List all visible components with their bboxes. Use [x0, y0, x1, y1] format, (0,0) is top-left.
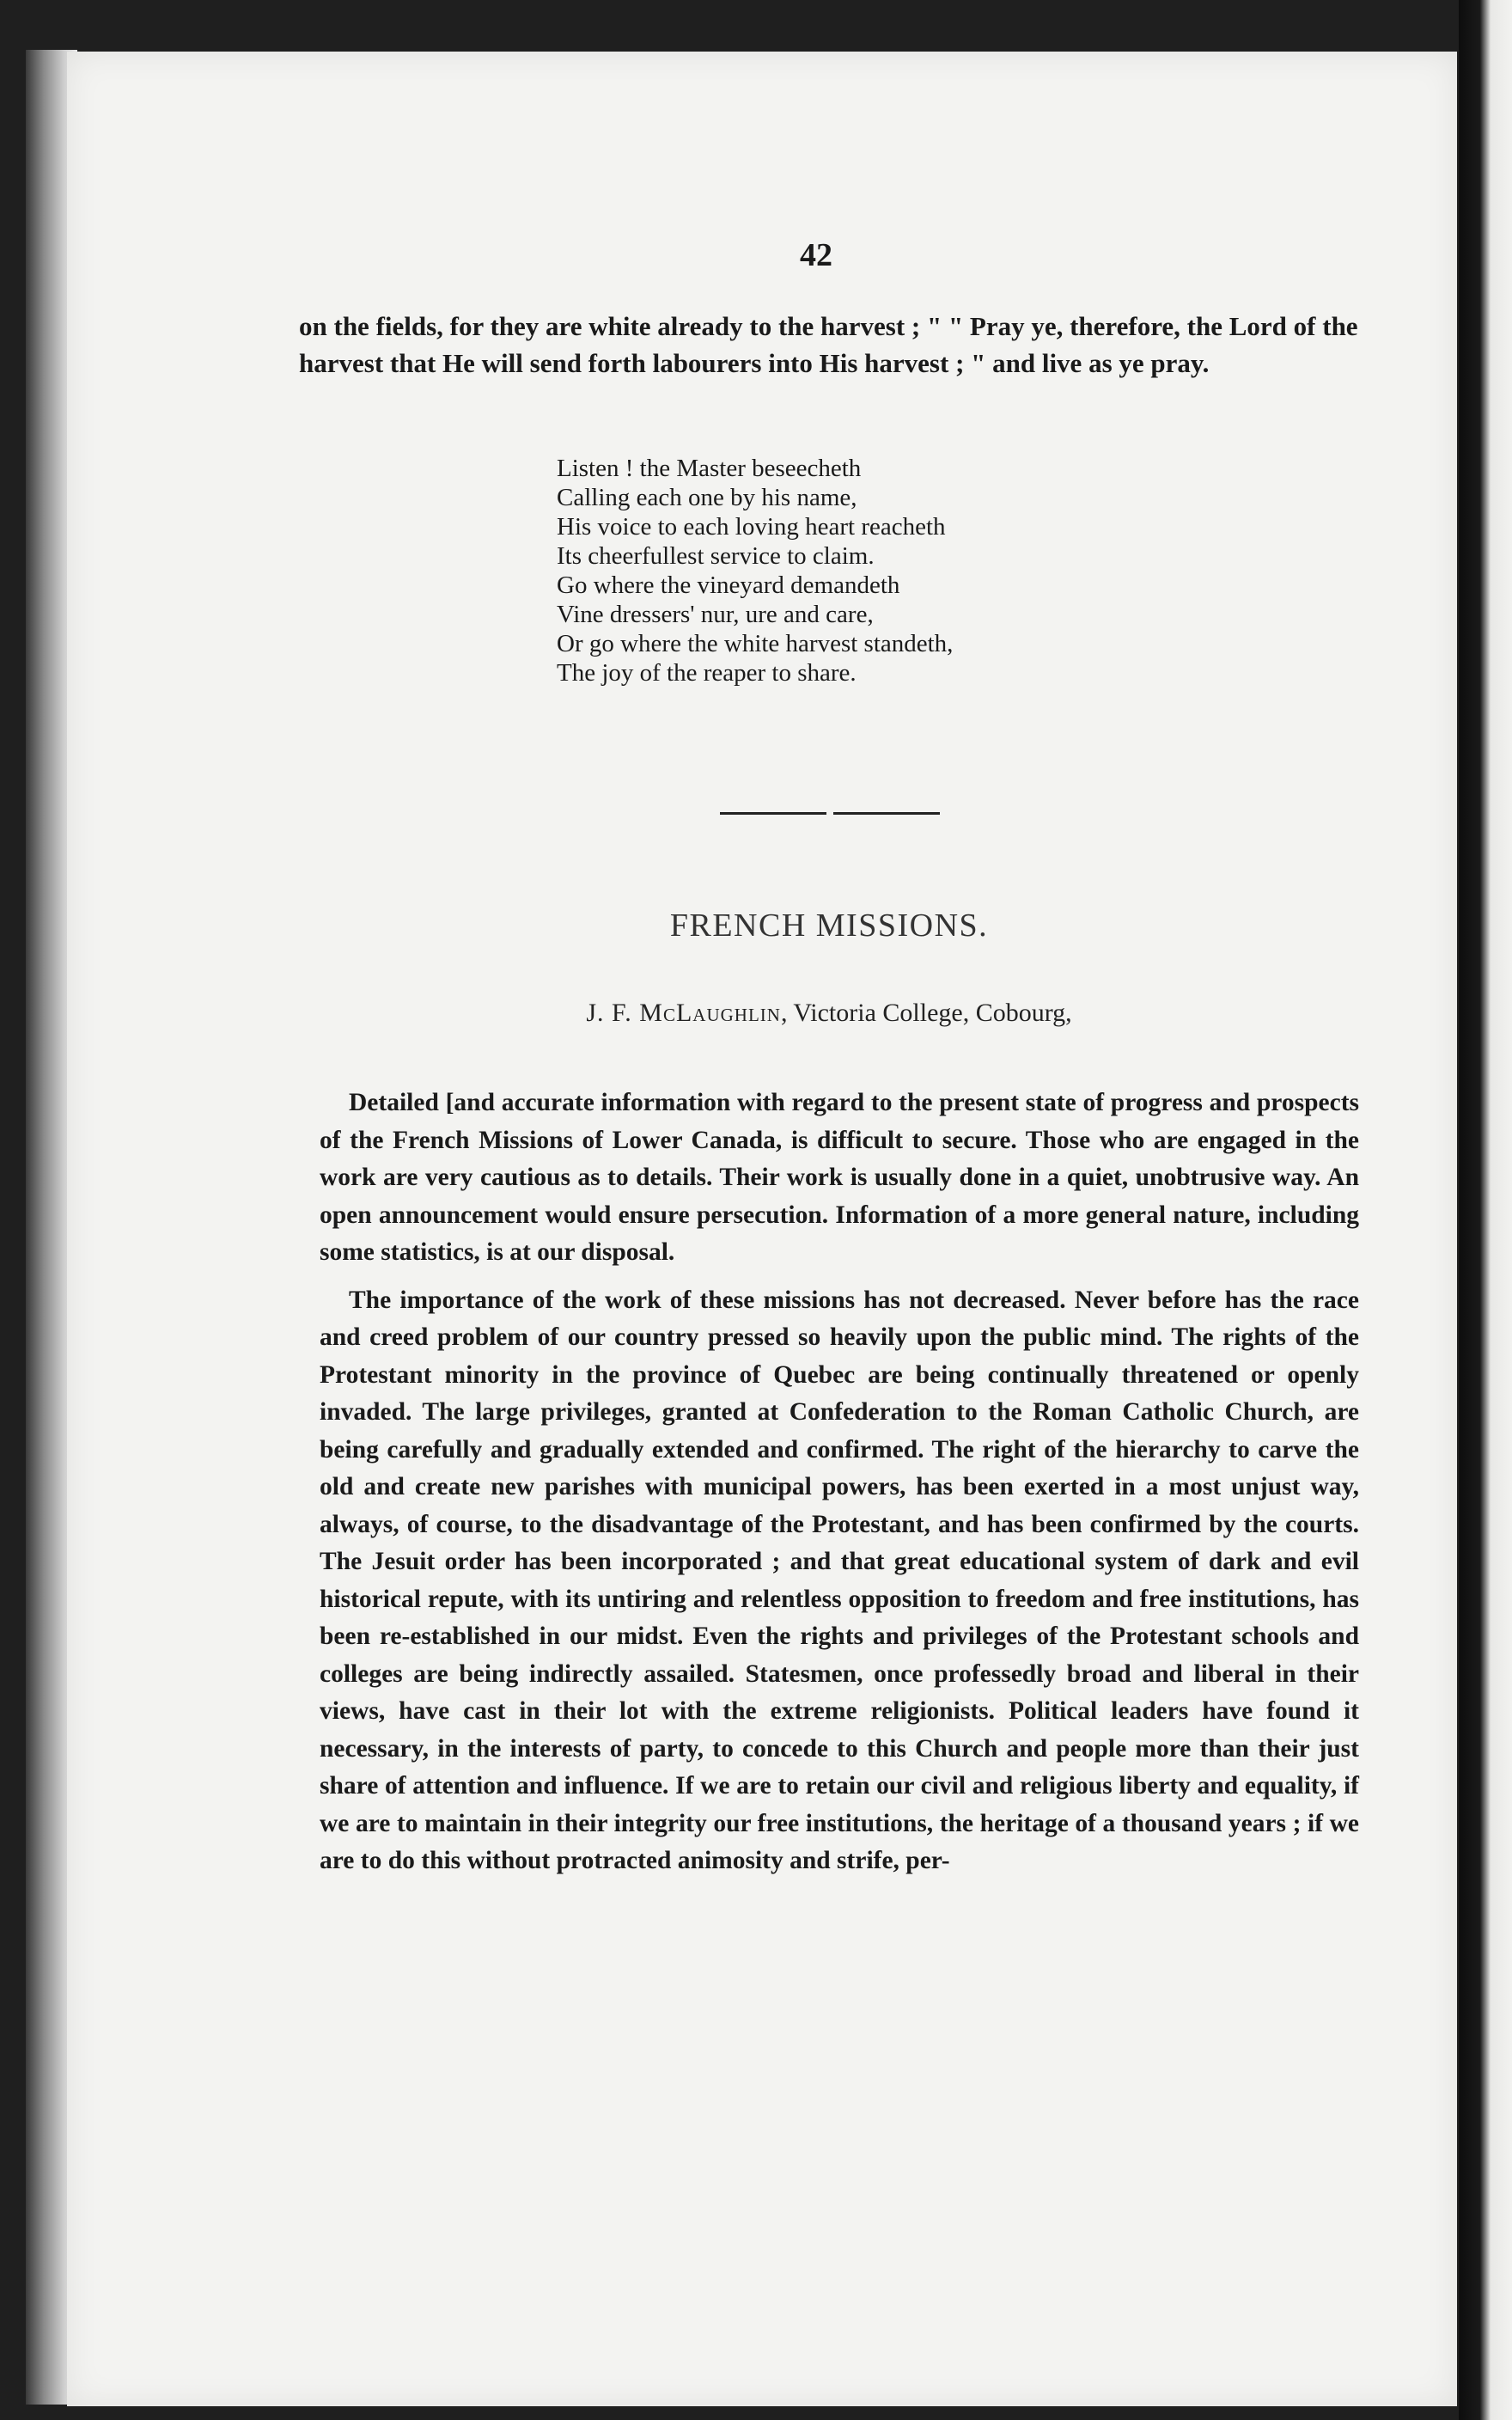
facing-page-edge — [1459, 0, 1512, 2420]
intro-paragraph: on the fields, for they are white already to the harvest ; " " Pray ye, therefore, the Lord of the harvest that He will send forth labourers into His harvest ; " and live as ye pray. — [299, 311, 1358, 378]
poem-line: The joy of the reaper to share. — [557, 659, 857, 687]
section-divider-left — [720, 812, 826, 815]
section-heading: FRENCH MISSIONS. — [669, 908, 989, 944]
poem — [557, 454, 1210, 688]
poem-line: Calling each one by his name, — [557, 484, 857, 511]
article-body — [320, 1085, 1359, 1891]
poem-line: Or go where the white harvest standeth, — [557, 630, 954, 657]
byline-affiliation: , Victoria College, Cobourg, — [780, 999, 1072, 1027]
byline-author: J. F. McLaughlin — [586, 999, 781, 1027]
poem-line: Listen ! the Master beseecheth — [557, 455, 862, 482]
poem-line: Its cheerfullest service to claim. — [557, 542, 875, 570]
page-number: 42 — [800, 237, 832, 273]
poem-line: His voice to each loving heart reacheth — [557, 513, 946, 541]
body-paragraph: The importance of the work of these missions has not decreased. Never before has the race and creed problem of our country pressed so heavily upon the public mind. The rights of the Protestant minority in the province of Quebec are being continually threatened or openly invaded. The large privileges, granted at Confederation to the Roman Catholic Church, are being carefully and gradually extended and confirmed. The right of the hierarchy to carve the old and create new parishes with municipal powers, has been exerted in a most unjust way, always, of course, to the disadvantage of the Protestant, and has been confirmed by the courts. The Jesuit order has been incorporated ; and that great educational system of dark and evil historical repute, with its untiring and relentless opposition to freedom and free institutions, has been re-established in our midst. Even the rights and privileges of the Protestant schools and colleges are being indirectly assailed. Statesmen, once professedly broad and liberal in their views, have cast in their lot with the extreme religionists. Political leaders have found it necessary, in the interests of party, to concede to this Church and people more than their just share of attention and influence. If we are to retain our civil and religious liberty and equality, if we are to maintain in their integrity our free institutions, the heritage of a thousand years ; if we are to do this without protracted animosity and strife, per- — [320, 1286, 1359, 1874]
poem-line: Go where the vineyard demandeth — [557, 571, 900, 599]
byline — [344, 999, 1314, 1028]
section-divider-right — [833, 812, 940, 815]
poem-line: Vine dressers' nur, ure and care, — [557, 601, 874, 628]
body-paragraph: Detailed [and accurate information with regard to the present state of progress and prospects of the French Missions of Lower Canada, is difficult to secure. Those who are engaged in the work are very cautious as to details. Their work is usually done in a quiet, unobtrusive way. An open announcement would ensure persecution. Information of a more general nature, including some statistics, is at our disposal. — [320, 1089, 1359, 1266]
